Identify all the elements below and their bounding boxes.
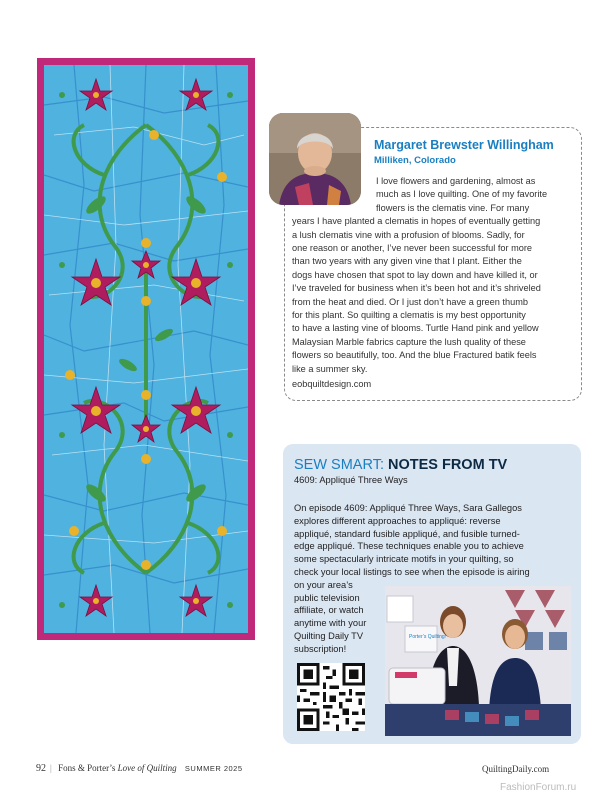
watermark: FashionForum.ru: [500, 782, 577, 793]
bio-line: to have a lasting vine of blooms. Turtle Hand pink and yellow: [292, 323, 539, 334]
photo-sign: Porter’s Quilting!: [409, 634, 447, 640]
sew-line: edge appliqué. These techniques enable you to achieve: [294, 541, 524, 552]
episode-subtitle: 4609: Appliqué Three Ways: [294, 475, 408, 485]
sew-smart-title-lead: SEW SMART:: [294, 457, 384, 473]
sew-line: appliqué, standard fusible appliqué, and fusible turned-: [294, 528, 520, 539]
designer-name: Margaret Brewster Willingham: [374, 138, 554, 152]
sew-smart-title: [294, 457, 507, 473]
designer-website-link[interactable]: eobquiltdesign.com: [292, 379, 372, 389]
sew-line: check your local listings to see when the episode is airing: [294, 566, 530, 577]
sew-line: on your area’s: [294, 579, 353, 590]
sew-line: On episode 4609: Appliqué Three Ways, Sara Gallegos: [294, 503, 522, 513]
sew-smart-title-rest: NOTES FROM TV: [388, 457, 508, 473]
sew-line: Quilting Daily TV: [294, 630, 364, 641]
issue-label: SUMMER 2025: [184, 764, 243, 773]
bio-line: flowers is the clematis vine. For many: [376, 202, 530, 213]
bio-line: a lush clematis vine with a profusion of blooms. Sadly, for: [292, 229, 525, 240]
bio-line: years I have planted a clematis in hopes of eventually getting: [292, 216, 541, 227]
bio-line: than two years with any given vine that I plant. Either the: [292, 256, 522, 267]
tv-hosts-photo: [385, 586, 571, 736]
designer-bio-text: [292, 175, 574, 376]
sew-line: subscription!: [294, 643, 347, 654]
sew-line: explores different approaches to appliqué: reverse: [294, 515, 501, 526]
footer-website[interactable]: QuiltingDaily.com: [482, 764, 550, 774]
bio-line: like a summer sky.: [292, 363, 368, 374]
page-number: 92: [36, 763, 46, 774]
bio-line: flowers so beautifully, too. And the blue Fractured batik feels: [292, 350, 537, 361]
sew-line: public television: [294, 592, 360, 603]
quilt-artwork: [44, 65, 248, 633]
magazine-name: Love of Quilting: [117, 763, 177, 773]
bio-line: much as I love quilting. One of my favorite: [376, 189, 548, 200]
publication-name: Fons & Porter’s: [58, 763, 116, 773]
bio-line: I’ve traveled for business when it’s been hot and it’s shriveled: [292, 283, 541, 294]
bio-line: Malaysian Marble fabrics capture the lush quality of these: [292, 336, 526, 347]
bio-line: for this plant. So quilting a clematis is my best opportunity: [292, 310, 526, 321]
clematis-quilt-photo: [37, 58, 255, 640]
sew-line: affiliate, or watch: [294, 605, 364, 616]
bio-line: I love flowers and gardening, almost as: [376, 176, 536, 186]
bio-line: one reason or another, I’ve never been successful for more: [292, 243, 533, 254]
quilt-background: [44, 65, 248, 633]
sew-line: anytime with your: [294, 618, 367, 629]
sew-line: some spectacularly intricate motifs in your quilting, so: [294, 554, 514, 565]
qr-code[interactable]: [297, 663, 365, 731]
designer-location: Milliken, Colorado: [374, 155, 456, 166]
bio-line: dogs have chosen that spot to lay down and have killed it, or: [292, 269, 538, 280]
page-footer: 92 | Fons & Porter’s Love of Quilting SUMMER 2025: [36, 763, 243, 774]
bio-line: from the heat and died. Or I just don’t have a green thumb: [292, 296, 528, 307]
